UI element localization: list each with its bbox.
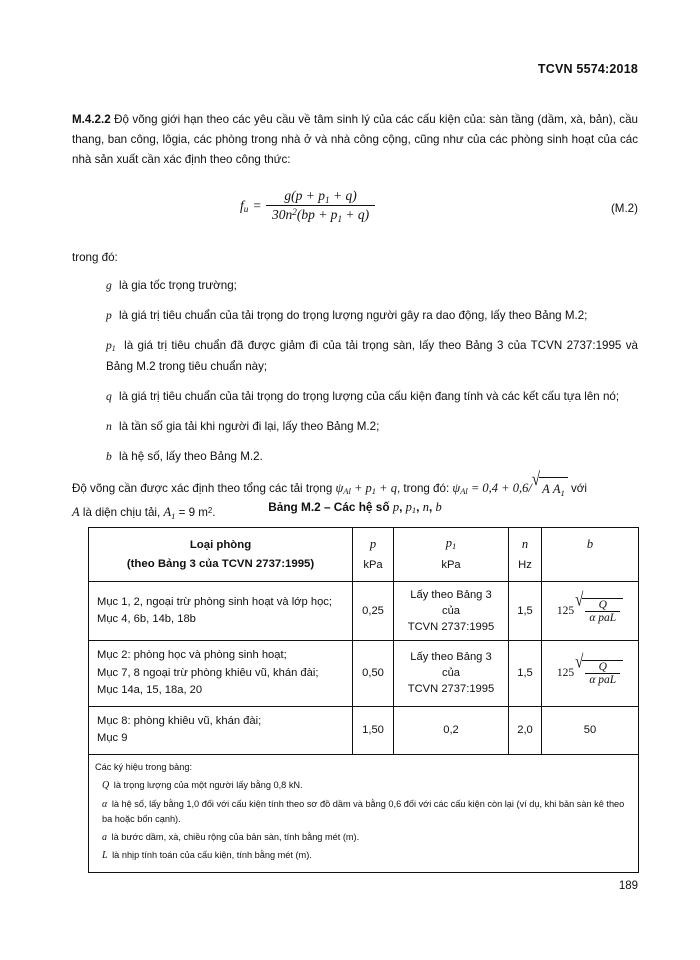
rooms-line: Mục 7, 8 ngoại trừ phòng khiêu vũ, khán đài; [97,666,319,679]
b-coefficient: 125 [556,605,575,617]
sqrt-symbol [531,469,568,501]
note-symbol: Q [102,780,110,791]
definition-symbol: p [106,309,112,322]
p1-line: Lấy theo Bảng 3 của [410,589,492,617]
definition-text: là giá trị tiêu chuẩn của tải trọng do trọng lượng của cấu kiện đang tính và các kết cấu tựa lên nó; [119,390,620,403]
formula-number-tag: (M.2) [610,202,638,215]
cell-n: 1,5 [509,582,542,641]
p1-line: TCVN 2737:1995 [407,621,495,633]
definition-item-n [72,417,638,437]
header-p-symbol: p [369,536,377,551]
notes-title: Các ký hiệu trong bảng: [95,761,193,772]
clause-paragraph [72,110,638,170]
definition-text: là giá trị tiêu chuẩn đã được giảm đi của tải trọng sàn, lấy theo Bảng 3 của TCVN 2737:1995 và Bảng M.2 trong tiêu chuẩn này; [106,339,638,373]
note-item-L [95,848,632,864]
psi-middle-text: , trong đó: [396,482,450,495]
caption-symbol-p1: $p_1$ [405,500,417,516]
note-text: là nhịp tính toán của cấu kiện, tính bằng mét (m). [112,850,312,860]
radical-sign: √ [575,590,584,611]
definition-text: là tần số gia tải khi người đi lại, lấy theo Bảng M.2; [119,420,380,433]
cell-p1 [394,641,509,707]
formula-equals: = [253,197,261,213]
header-b-symbol: b [586,536,594,551]
document-header-standard-code: TCVN 5574:2018 [537,62,638,76]
radical-sign: √ [531,469,541,490]
header-cell-n [509,528,542,582]
p1-line: TCVN 2737:1995 [407,683,495,696]
definition-symbol: q [106,390,112,403]
table-caption-text: Bảng M.2 – Các hệ số [268,500,390,514]
radicand [582,598,623,624]
definition-item-g [72,276,638,296]
header-rooms-line1: Loại phòng [189,538,252,551]
page-content [72,110,638,861]
radicand [582,660,623,686]
definition-text: là hệ số, lấy theo Bảng M.2. [119,450,263,463]
definition-list [72,276,638,467]
cell-p1: 0,2 [394,706,509,754]
note-symbol: L [102,850,108,861]
b-formula [548,652,632,687]
note-item-Q [95,778,632,794]
header-n-unit: Hz [518,558,532,571]
formula-numerator: $g(p + p_1 + q)$ [284,188,357,205]
definition-symbol: $p_1$ [106,339,116,354]
rooms-line: Mục 9 [97,732,128,744]
area-a1-value: $A_1$ [163,505,176,521]
note-symbol: a [102,831,107,843]
radical-sign: √ [575,652,584,673]
psi-sum-expression: $\psi_{Al} + p_1 + q$ [335,481,397,497]
table-row [89,582,639,641]
sqrt-symbol [575,590,623,624]
cell-p1 [394,582,509,641]
note-item-alpha [95,797,632,827]
table-row [89,641,639,707]
radicand: A $A_1$ [539,477,568,501]
area-value: = 9 $m^2$. [178,505,216,520]
table-m2 [88,527,639,873]
formula-denominator: $30n^2(bp + p_1 + q)$ [266,205,375,223]
table-caption: Bảng M.2 – Các hệ số p, $p_1$, n, b [268,500,442,516]
b-coefficient: 125 [556,667,575,680]
definition-item-b [72,447,638,467]
cell-rooms [89,641,353,707]
psi-lead-text: Độ võng cần được xác định theo tổng các tải trọng [72,482,333,495]
note-text: là trọng lượng của một người lấy bằng 0,8 kN. [113,780,303,790]
table-row [89,706,639,754]
cell-p: 0,25 [353,582,394,641]
b-formula [548,590,632,624]
rooms-line: Mục 14a, 15, 18a, 20 [97,684,203,696]
definition-item-q [72,387,638,407]
formula-lhs: $f_u$ [240,197,249,215]
definition-text: là gia tốc trọng trường; [119,279,237,292]
header-cell-b [542,528,639,582]
psi-definition-expression: $\psi_{Al} = 0,4 + 0,6/$ √ A $A_1$ [452,481,567,495]
definition-symbol: b [106,450,112,463]
b-fraction [585,599,620,624]
cell-rooms [89,706,353,754]
b-denominator: α paL [585,611,620,624]
table-notes-row [89,754,639,872]
formula-m2 [240,188,375,223]
sqrt-symbol [575,652,623,687]
page-number: 189 [618,880,638,892]
note-text: là hệ số, lấy bằng 1,0 đối với cấu kiện tính theo sơ đồ dầm và bằng 0,6 đối với các cấu kiện còn lại (ví dụ, khi bản sàn kê theo ba hoặc bốn cạnh). [102,798,625,824]
cell-p: 0,50 [353,641,394,707]
header-cell-rooms [89,528,353,582]
note-symbol: α [102,798,108,810]
header-cell-p [353,528,394,582]
definition-item-p1 [72,336,638,377]
header-rooms-line2: (theo Bảng 3 của TCVN 2737:1995) [126,557,315,570]
definition-symbol: g [106,279,112,292]
definition-item-p [72,306,638,326]
rooms-line: Mục 1, 2, ngoại trừ phòng sinh hoạt và lớp học; [97,595,332,608]
definition-symbol: n [106,420,112,433]
clause-text: Độ võng giới hạn theo các yêu cầu về tâm sinh lý của các cấu kiện của: sàn tầng (dầm, xà, bản), cầu thang, ban công, lôgia, các phòng trong nhà ở và nhà công cộng, cũng như của các phòng sinh hoạt của các nhà sản xuất cần xác định theo công thức: [72,113,638,166]
cell-b: 50 [542,706,639,754]
clause-number: M.4.2.2 [72,113,111,126]
b-fraction [585,661,620,686]
cell-p: 1,50 [353,706,394,754]
note-text: là bước dầm, xà, chiều rộng của bản sàn, tính bằng mét (m). [111,831,360,842]
cell-b [542,641,639,707]
formula-fraction [266,188,375,223]
note-item-a [95,830,632,846]
b-numerator: Q [598,661,607,674]
rooms-line: Mục 8: phòng khiêu vũ, khán đài; [97,714,262,727]
header-n-symbol: n [521,536,529,551]
caption-symbol-p: p [392,500,400,514]
caption-symbol-n: n [422,500,429,514]
b-numerator: Q [598,599,607,611]
where-label: trong đó: [72,251,118,264]
cell-rooms [89,582,353,641]
header-p1-symbol: $p_1$ [445,536,457,552]
rooms-line: Mục 4, 6b, 14b, 18b [97,613,196,625]
rooms-line: Mục 2: phòng học và phòng sinh hoạt; [97,649,287,661]
definition-text: là giá trị tiêu chuẩn của tải trọng do trọng lượng người gây ra dao động, lấy theo Bảng M.2; [119,309,588,322]
cell-n: 2,0 [509,706,542,754]
area-symbol: A [72,505,80,520]
cell-notes [89,754,639,872]
cell-b [542,582,639,641]
psi-with-word: với [570,482,587,495]
header-p1-unit: kPa [441,559,461,571]
caption-symbol-b: b [435,500,442,514]
header-p-unit: kPa [363,558,383,571]
b-denominator: α paL [585,673,620,686]
header-cell-p1 [394,528,509,582]
formula-m2-block [72,188,638,234]
p1-line: Lấy theo Bảng 3 của [410,651,492,680]
table-header-row [89,528,639,582]
area-text: là diện chịu tải, [82,506,161,520]
cell-n: 1,5 [509,641,542,707]
